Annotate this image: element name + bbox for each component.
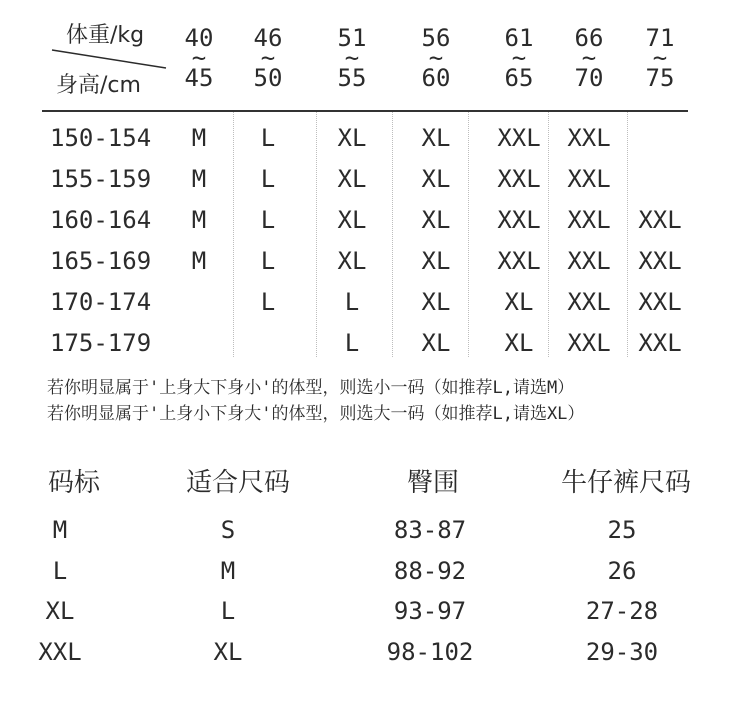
note-line-1: 若你明显属于'上身大下身小'的体型，则选小一码（如推荐L,请选M） [47, 378, 575, 398]
weight-to: 55 [337, 64, 367, 92]
fit-cell: M [52, 516, 68, 544]
fit-header: 牛仔裤尺码 [560, 468, 691, 498]
weight-tilde: ~ [428, 44, 444, 72]
weight-tilde: ~ [344, 44, 360, 72]
fit-cell: 88-92 [393, 557, 467, 585]
size-cell: XXL [567, 165, 611, 193]
row-height-label: 155-159 [50, 165, 152, 193]
size-cell: XL [337, 165, 367, 193]
size-cell: XXL [497, 124, 541, 152]
size-cell: XL [421, 165, 451, 193]
row-height-label: 160-164 [50, 206, 152, 234]
fit-header: 适合尺码 [185, 468, 290, 498]
weight-from: 66 [574, 24, 604, 52]
weight-to: 65 [504, 64, 534, 92]
fit-header: 码标 [47, 468, 100, 498]
size-cell: XL [504, 288, 534, 316]
weight-from: 61 [504, 24, 534, 52]
size-cell: L [260, 165, 276, 193]
header-weight-label: 体重/kg [66, 23, 145, 48]
size-cell: L [260, 247, 276, 275]
weight-to: 45 [184, 64, 214, 92]
fit-cell: 98-102 [386, 638, 474, 666]
weight-from: 56 [421, 24, 451, 52]
fit-cell: L [220, 597, 236, 625]
weight-tilde: ~ [581, 44, 597, 72]
size-cell: L [260, 288, 276, 316]
size-cell: XL [421, 247, 451, 275]
row-height-label: 150-154 [50, 124, 152, 152]
fit-cell: 25 [607, 516, 637, 544]
header-divider [42, 110, 688, 112]
fit-cell: 93-97 [393, 597, 467, 625]
weight-from: 46 [253, 24, 283, 52]
row-height-label: 175-179 [50, 329, 152, 357]
row-height-label: 165-169 [50, 247, 152, 275]
fit-cell: L [52, 557, 68, 585]
weight-tilde: ~ [511, 44, 527, 72]
header-height-label: 身高/cm [56, 73, 141, 98]
fit-cell: S [220, 516, 236, 544]
weight-to: 70 [574, 64, 604, 92]
size-cell: XXL [497, 247, 541, 275]
fit-cell: XL [213, 638, 243, 666]
fit-cell: 29-30 [585, 638, 659, 666]
weight-from: 40 [184, 24, 214, 52]
row-height-label: 170-174 [50, 288, 152, 316]
weight-to: 60 [421, 64, 451, 92]
size-cell: XL [421, 124, 451, 152]
weight-to: 50 [253, 64, 283, 92]
size-cell: XL [337, 124, 367, 152]
size-cell: L [260, 206, 276, 234]
size-cell: XXL [497, 206, 541, 234]
size-cell: XL [421, 329, 451, 357]
weight-tilde: ~ [260, 44, 276, 72]
fit-cell: 83-87 [393, 516, 467, 544]
fit-cell: 27-28 [585, 597, 659, 625]
note-line-2: 若你明显属于'上身小下身大'的体型，则选大一码（如推荐L,请选XL） [47, 404, 585, 424]
size-cell: L [260, 124, 276, 152]
size-cell: M [191, 165, 207, 193]
size-cell: XL [421, 288, 451, 316]
size-cell: XXL [567, 206, 611, 234]
fit-cell: 26 [607, 557, 637, 585]
size-cell: XL [337, 206, 367, 234]
fit-header: 臀围 [406, 468, 459, 498]
size-cell: XXL [567, 124, 611, 152]
size-cell: M [191, 247, 207, 275]
weight-from: 71 [645, 24, 675, 52]
fit-cell: M [220, 557, 236, 585]
size-cell: XXL [638, 247, 682, 275]
size-cell: L [344, 329, 360, 357]
size-cell: XXL [567, 288, 611, 316]
fit-cell: XL [45, 597, 75, 625]
size-cell: XXL [497, 165, 541, 193]
size-cell: XXL [638, 288, 682, 316]
weight-tilde: ~ [652, 44, 668, 72]
size-cell: XXL [638, 329, 682, 357]
size-cell: XXL [638, 206, 682, 234]
weight-tilde: ~ [191, 44, 207, 72]
weight-from: 51 [337, 24, 367, 52]
column-separator [392, 112, 393, 357]
size-cell: L [344, 288, 360, 316]
size-cell: XL [504, 329, 534, 357]
size-cell: XXL [567, 329, 611, 357]
size-cell: M [191, 206, 207, 234]
size-cell: XXL [567, 247, 611, 275]
size-cell: XL [337, 247, 367, 275]
size-cell: M [191, 124, 207, 152]
size-cell: XL [421, 206, 451, 234]
weight-to: 75 [645, 64, 675, 92]
column-separator [627, 112, 628, 357]
fit-cell: XXL [38, 638, 82, 666]
